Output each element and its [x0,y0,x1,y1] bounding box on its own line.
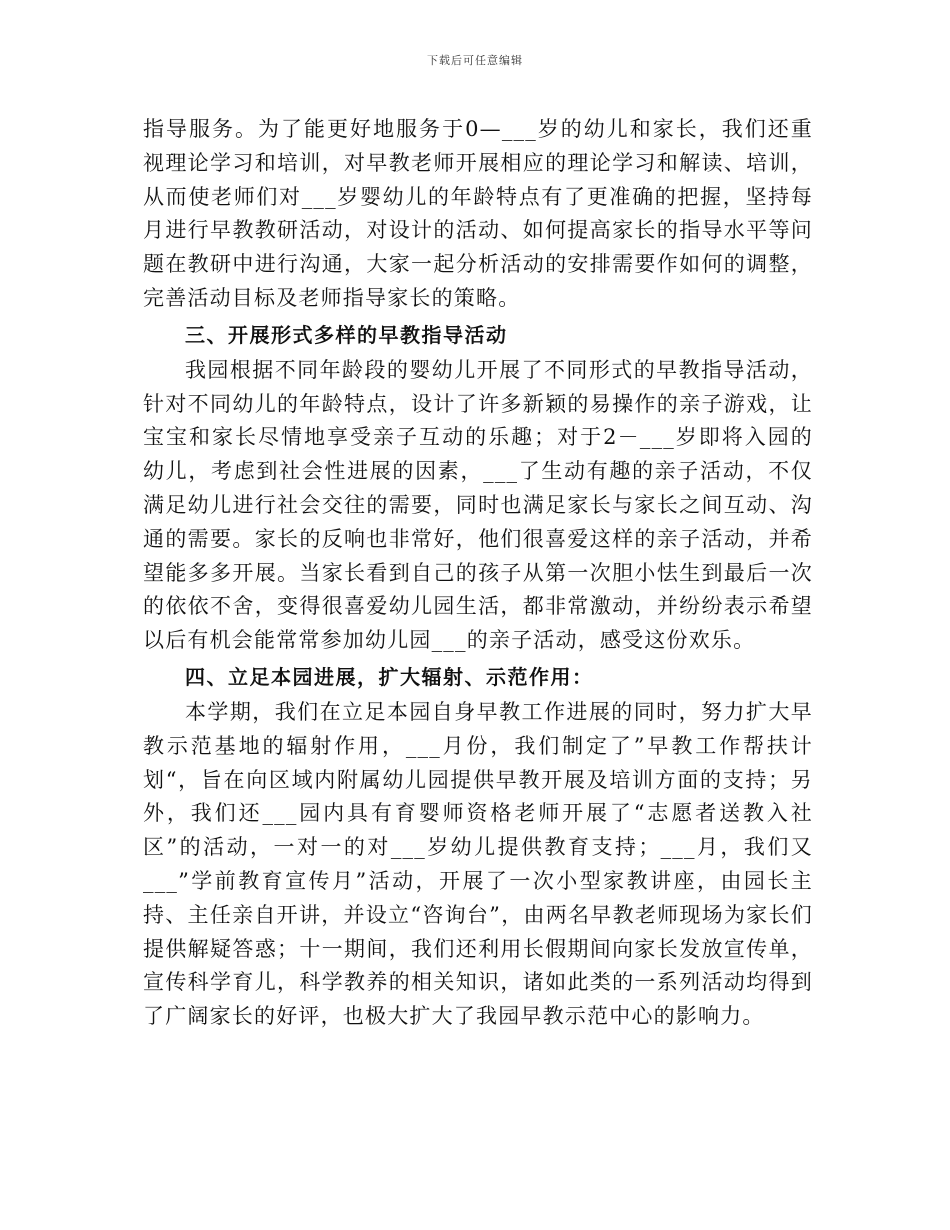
section-heading-4: 四、立足本园进展，扩大辐射、示范作用： [185,664,594,689]
paragraph-outreach-demonstration: 本学期，我们在立足本园自身早教工作进展的同时，努力扩大早教示范基地的辐射作用，___月份，我们制定了”早教工作帮扶计划“，旨在向区域内附属幼儿园提供早教开展及培训方面的支持；另外，我们还___园内具有育婴师资格老师开展了“志愿者送教入社区”的活动，一对一的对___岁幼儿提供教育支持；___月，我们又___”学前教育宣传月”活动，开展了一次小型家教讲座，由园长主持、主任亲自开讲，并设立“咨询台”，由两名早教老师现场为家长们提供解疑答惑；十一期间，我们还利用长假期间向家长发放宣传单，宣传科学育儿，科学教养的相关知识，诸如此类的一系列活动均得到了广阔家长的好评，也极大扩大了我园早教示范中心的影响力。 [143,699,813,1029]
page-header-note: 下载后可任意编辑 [427,54,523,67]
paragraph-guidance-service: 指导服务。为了能更好地服务于0—___岁的幼儿和家长，我们还重视理论学习和培训，对早教老师开展相应的理论学习和解读、培训，从而使老师们对___岁婴幼儿的年龄特点有了更准确的把握，坚持每月进行早教教研活动，对设计的活动、如何提高家长的指导水平等问题在教研中进行沟通，大家一起分析活动的安排需要作如何的调整，完善活动目标及老师指导家长的策略。 [143,117,813,310]
section-heading-3: 三、开展形式多样的早教指导活动 [185,322,508,347]
document-body [143,113,813,1034]
paragraph-early-education-activities: 我园根据不同年龄段的婴幼儿开展了不同形式的早教指导活动，针对不同幼儿的年龄特点，设计了许多新颖的易操作的亲子游戏，让宝宝和家长尽情地享受亲子互动的乐趣；对于2－___岁即将入园的幼儿，考虑到社会性进展的因素，___了生动有趣的亲子活动，不仅满足幼儿进行社会交往的需要，同时也满足家长与家长之间互动、沟通的需要。家长的反响也非常好，他们很喜爱这样的亲子活动，并希望能多多开展。当家长看到自己的孩子从第一次胆小怯生到最后一次的依依不舍，变得很喜爱幼儿园生活，都非常激动，并纷纷表示希望以后有机会能常常参加幼儿园___的亲子活动，感受这份欢乐。 [143,357,813,653]
